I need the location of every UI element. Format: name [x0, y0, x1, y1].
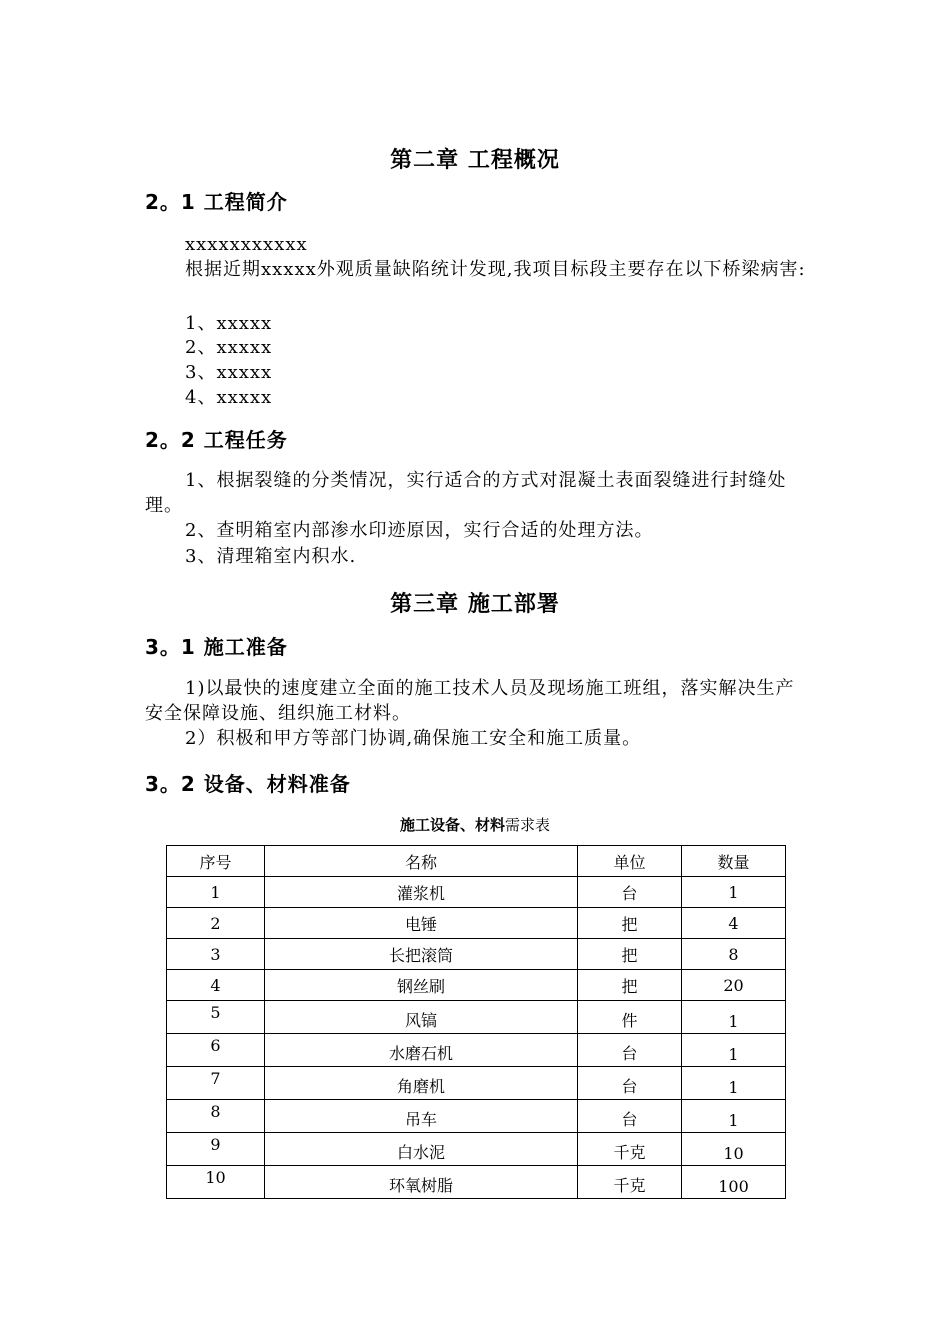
table-caption-rest: 需求表 — [505, 816, 551, 834]
table-cell: 台 — [578, 877, 682, 908]
table-cell: 8 — [167, 1100, 265, 1133]
table-cell: 4 — [682, 908, 786, 939]
section-3-1-title: 3。1 施工准备 — [145, 635, 288, 659]
table-cell: 1 — [682, 1001, 786, 1034]
table-row — [167, 1001, 786, 1034]
table-cell: 1 — [167, 877, 265, 908]
section-3-2-title: 3。2 设备、材料准备 — [145, 772, 351, 796]
header-cell: 单位 — [578, 846, 682, 877]
table-row — [167, 877, 786, 908]
table-cell: 件 — [578, 1001, 682, 1034]
table-cell: 千克 — [578, 1133, 682, 1166]
list-item: 3、xxxxx — [185, 362, 273, 383]
table-cell: 灌浆机 — [265, 877, 578, 908]
table-cell: 10 — [167, 1166, 265, 1199]
table-cell: 3 — [167, 939, 265, 970]
table-cell: 4 — [167, 970, 265, 1001]
equipment-table — [166, 845, 786, 1199]
table-cell: 8 — [682, 939, 786, 970]
table-cell: 台 — [578, 1034, 682, 1067]
list-item: 1、xxxxx — [185, 313, 273, 334]
prep-item: 2）积极和甲方等部门协调,确保施工安全和施工质量。 — [185, 728, 642, 749]
table-row — [167, 1034, 786, 1067]
table-caption — [0, 814, 950, 835]
chapter-3-title: 第三章 施工部署 — [390, 592, 560, 617]
table-cell: 千克 — [578, 1166, 682, 1199]
table-cell: 20 — [682, 970, 786, 1001]
table-row — [167, 970, 786, 1001]
list-item: 2、xxxxx — [185, 337, 273, 358]
header-cell: 数量 — [682, 846, 786, 877]
table-cell: 水磨石机 — [265, 1034, 578, 1067]
table-cell: 环氧树脂 — [265, 1166, 578, 1199]
prep-item: 1)以最快的速度建立全面的施工技术人员及现场施工班组，落实解决生产安全保障设施、组织施工材料。 — [145, 678, 795, 724]
table-cell: 长把滚筒 — [265, 939, 578, 970]
table-cell: 吊车 — [265, 1100, 578, 1133]
table-cell: 7 — [167, 1067, 265, 1100]
table-cell: 1 — [682, 877, 786, 908]
section-2-1-title: 2。1 工程简介 — [145, 190, 288, 214]
table-cell: 1 — [682, 1100, 786, 1133]
table-cell: 台 — [578, 1067, 682, 1100]
table-cell: 10 — [682, 1133, 786, 1166]
table-cell: 1 — [682, 1034, 786, 1067]
table-cell: 6 — [167, 1034, 265, 1067]
table-caption-bold: 施工设备、材料 — [399, 816, 505, 834]
table-cell: 把 — [578, 908, 682, 939]
table-row — [167, 1166, 786, 1199]
table-row — [167, 939, 786, 970]
section-2-1-paragraph: 根据近期xxxxx外观质量缺陷统计发现,我项目标段主要存在以下桥梁病害: — [185, 259, 806, 280]
table-row — [167, 1133, 786, 1166]
table-cell: 台 — [578, 1100, 682, 1133]
table-cell: 5 — [167, 1001, 265, 1034]
table-cell: 把 — [578, 970, 682, 1001]
table-cell: 角磨机 — [265, 1067, 578, 1100]
header-cell: 序号 — [167, 846, 265, 877]
task-item: 3、清理箱室内积水. — [185, 546, 357, 567]
task-item: 1、根据裂缝的分类情况，实行适合的方式对混凝土表面裂缝进行封缝处理。 — [145, 470, 787, 516]
table-row — [167, 1067, 786, 1100]
table-header-row — [167, 846, 786, 877]
task-item: 2、查明箱室内部渗水印迹原因，实行合适的处理方法。 — [185, 520, 654, 541]
table-cell: 风镐 — [265, 1001, 578, 1034]
list-item: 4、xxxxx — [185, 387, 273, 408]
table-cell: 把 — [578, 939, 682, 970]
table-cell: 白水泥 — [265, 1133, 578, 1166]
chapter-2-title: 第二章 工程概况 — [390, 148, 560, 173]
table-row — [167, 1100, 786, 1133]
table-cell: 2 — [167, 908, 265, 939]
table-row — [167, 908, 786, 939]
table-cell: 100 — [682, 1166, 786, 1199]
section-2-1-line: xxxxxxxxxxx — [185, 234, 308, 255]
table-cell: 1 — [682, 1067, 786, 1100]
header-cell: 名称 — [265, 846, 578, 877]
section-2-2-title: 2。2 工程任务 — [145, 428, 288, 452]
table-cell: 9 — [167, 1133, 265, 1166]
table-cell: 钢丝刷 — [265, 970, 578, 1001]
table-cell: 电锤 — [265, 908, 578, 939]
